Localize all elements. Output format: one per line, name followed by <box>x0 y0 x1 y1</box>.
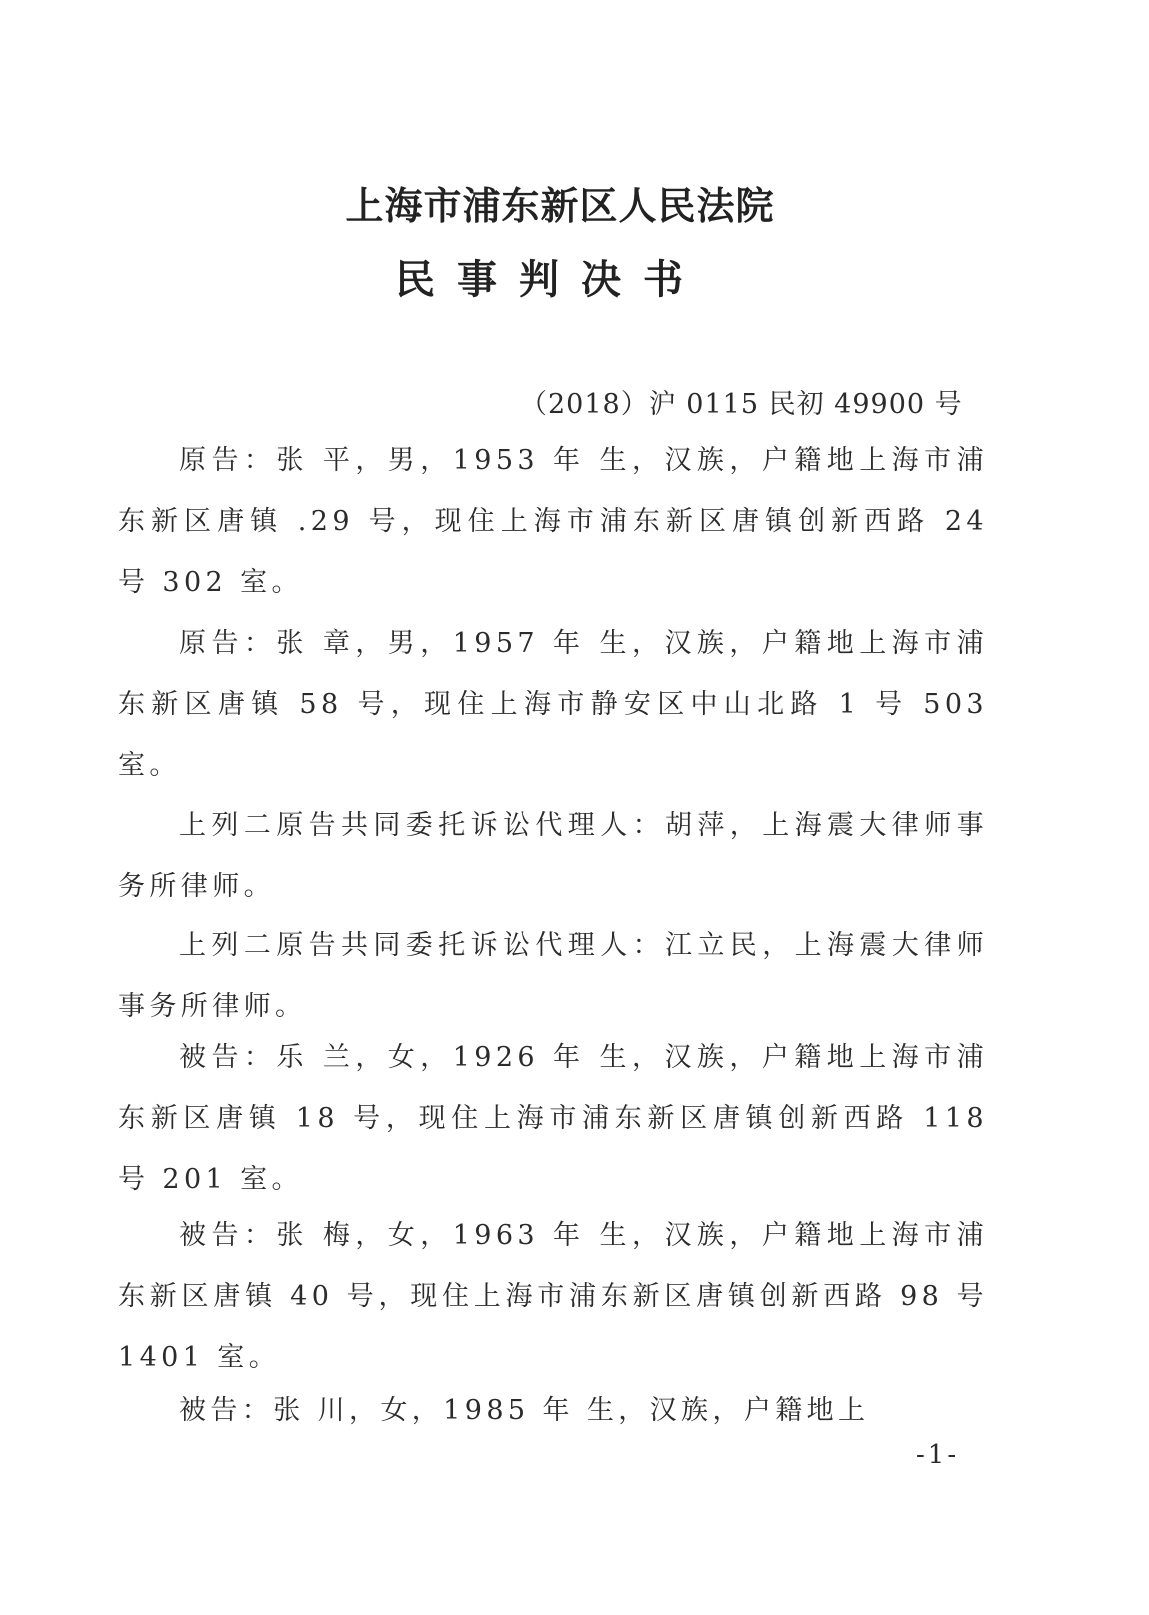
court-name: 上海市浦东新区人民法院 <box>345 183 775 228</box>
party-defendant-1: 被告：乐 兰，女，1926 年 生，汉族，户籍地上海市浦东新区唐镇 18 号，现住上海市浦东新区唐镇创新西路 118 号 201 室。 <box>118 1042 988 1195</box>
plaintiffs-agent-1: 上列二原告共同委托诉讼代理人：胡萍，上海震大律师事务所律师。 <box>118 810 988 902</box>
case-number: （2018）沪 0115 民初 49900 号 <box>520 389 963 420</box>
plaintiffs-agent-2: 上列二原告共同委托诉讼代理人：江立民，上海震大律师事务所律师。 <box>118 930 988 1022</box>
document-title: 民事判决书 <box>395 256 705 303</box>
party-defendant-2: 被告：张 梅，女，1963 年 生，汉族，户籍地上海市浦东新区唐镇 40 号，现住上海市浦东新区唐镇创新西路 98 号 1401 室。 <box>118 1220 988 1373</box>
party-plaintiff-1: 原告：张 平，男，1953 年 生，汉族，户籍地上海市浦东新区唐镇 .29 号，现住上海市浦东新区唐镇创新西路 24 号 302 室。 <box>118 445 988 598</box>
party-plaintiff-2: 原告：张 章，男，1957 年 生，汉族，户籍地上海市浦东新区唐镇 58 号，现住上海市静安区中山北路 1 号 503 室。 <box>118 628 988 781</box>
page-number: -1- <box>916 1440 960 1470</box>
party-defendant-3: 被告：张 川，女，1985 年 生，汉族，户籍地上 <box>179 1395 870 1426</box>
